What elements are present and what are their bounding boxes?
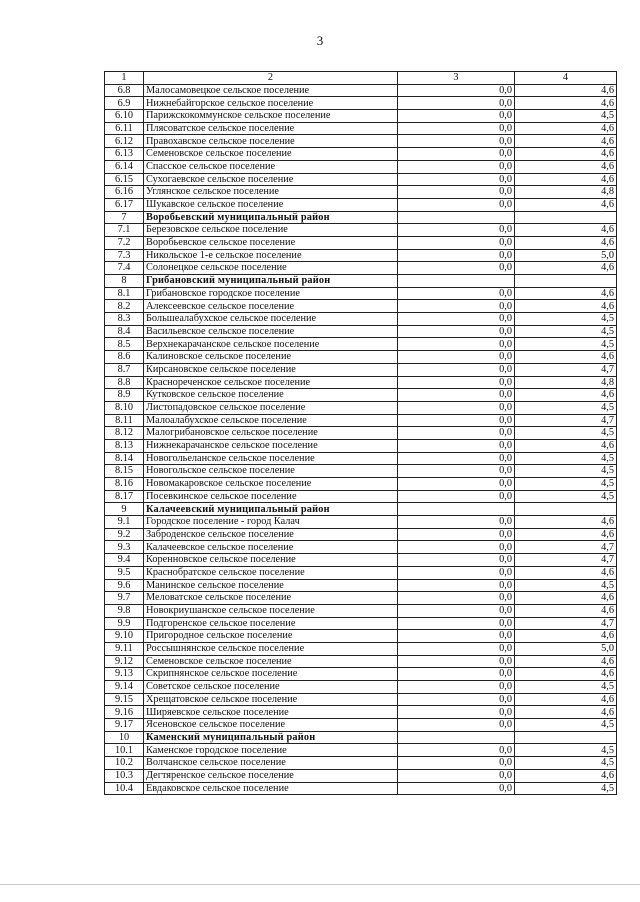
value-col-3-cell: 0,0 (398, 84, 515, 97)
settlement-name-cell: Никольское 1-е сельское поселение (144, 249, 398, 262)
settlement-name-cell: Новогольское сельское поселение (144, 465, 398, 478)
value-col-4-cell: 4,5 (515, 325, 617, 338)
row-number-cell: 6.9 (105, 97, 144, 110)
value-col-4-cell: 4,6 (515, 592, 617, 605)
table-row (105, 198, 617, 211)
header-col-4: 4 (515, 72, 617, 85)
table-row (105, 757, 617, 770)
table-row (105, 313, 617, 326)
settlement-name-cell: Коренновское сельское поселение (144, 554, 398, 567)
value-col-4-cell: 4,5 (515, 313, 617, 326)
table-row (105, 84, 617, 97)
district-row (105, 275, 617, 288)
row-number-cell: 9.9 (105, 617, 144, 630)
value-col-3-cell: 0,0 (398, 592, 515, 605)
value-col-4-cell: 5,0 (515, 249, 617, 262)
value-col-3-cell: 0,0 (398, 338, 515, 351)
row-number-cell: 6.13 (105, 148, 144, 161)
settlement-name-cell: Краснореченское сельское поселение (144, 376, 398, 389)
row-number-cell: 8.3 (105, 313, 144, 326)
value-col-3-cell: 0,0 (398, 224, 515, 237)
row-number-cell: 9.8 (105, 604, 144, 617)
table-row (105, 414, 617, 427)
value-col-4-cell: 4,6 (515, 351, 617, 364)
district-row (105, 503, 617, 516)
value-col-3-cell: 0,0 (398, 122, 515, 135)
table-row (105, 122, 617, 135)
settlement-name-cell: Васильевское сельское поселение (144, 325, 398, 338)
value-col-3-cell: 0,0 (398, 630, 515, 643)
value-col-4-cell: 4,7 (515, 617, 617, 630)
value-col-3-cell: 0,0 (398, 97, 515, 110)
row-number-cell: 10.3 (105, 769, 144, 782)
table-row (105, 668, 617, 681)
page-bottom-rule (0, 884, 640, 885)
row-number-cell: 9.17 (105, 719, 144, 732)
table-row (105, 516, 617, 529)
table-row (105, 452, 617, 465)
header-col-1: 1 (105, 72, 144, 85)
settlement-name-cell: Нижнебайгорское сельское поселение (144, 97, 398, 110)
value-col-4-cell: 4,6 (515, 566, 617, 579)
table-row (105, 173, 617, 186)
row-number-cell: 9.11 (105, 642, 144, 655)
settlement-name-cell: Правохавское сельское поселение (144, 135, 398, 148)
row-number-cell: 9.12 (105, 655, 144, 668)
row-number-cell: 9.14 (105, 681, 144, 694)
settlement-name-cell: Краснобратское сельское поселение (144, 566, 398, 579)
settlement-name-cell: Пригородное сельское поселение (144, 630, 398, 643)
value-col-3-cell: 0,0 (398, 414, 515, 427)
value-col-4-cell: 4,5 (515, 401, 617, 414)
row-number-cell: 10.1 (105, 744, 144, 757)
value-col-3-cell: 0,0 (398, 579, 515, 592)
row-number-cell: 9.6 (105, 579, 144, 592)
table-row (105, 604, 617, 617)
table-row (105, 655, 617, 668)
value-col-4-cell: 4,6 (515, 300, 617, 313)
district-row (105, 211, 617, 224)
value-col-3-cell: 0,0 (398, 198, 515, 211)
settlements-table (104, 71, 617, 795)
table-row (105, 541, 617, 554)
value-col-3-cell: 0,0 (398, 604, 515, 617)
row-number-cell: 8.15 (105, 465, 144, 478)
value-col-4-cell: 4,6 (515, 236, 617, 249)
table-row (105, 579, 617, 592)
row-number-cell: 7 (105, 211, 144, 224)
row-number-cell: 7.4 (105, 262, 144, 275)
value-col-3-cell: 0,0 (398, 249, 515, 262)
table-row (105, 249, 617, 262)
value-col-4-cell: 4,7 (515, 363, 617, 376)
row-number-cell: 6.15 (105, 173, 144, 186)
district-name-cell: Калачеевский муниципальный район (144, 503, 398, 516)
table-row (105, 363, 617, 376)
row-number-cell: 9.13 (105, 668, 144, 681)
value-col-3-cell: 0,0 (398, 389, 515, 402)
row-number-cell: 8.14 (105, 452, 144, 465)
row-number-cell: 9 (105, 503, 144, 516)
settlement-name-cell: Подгоренское сельское поселение (144, 617, 398, 630)
settlement-name-cell: Алексеевское сельское поселение (144, 300, 398, 313)
settlement-name-cell: Ширяевское сельское поселение (144, 706, 398, 719)
settlement-name-cell: Новомакаровское сельское поселение (144, 478, 398, 491)
value-col-4-cell: 4,5 (515, 478, 617, 491)
table-row (105, 642, 617, 655)
table-row (105, 490, 617, 503)
value-col-3-cell: 0,0 (398, 681, 515, 694)
value-col-4-cell: 4,5 (515, 719, 617, 732)
value-col-4-cell: 4,6 (515, 769, 617, 782)
table-row (105, 97, 617, 110)
settlement-name-cell: Воробьевское сельское поселение (144, 236, 398, 249)
settlement-name-cell: Малосамовецкое сельское поселение (144, 84, 398, 97)
row-number-cell: 8.9 (105, 389, 144, 402)
table-row (105, 401, 617, 414)
settlement-name-cell: Парижскокоммунское сельское поселение (144, 110, 398, 123)
table-header-row (105, 72, 617, 85)
settlement-name-cell: Углянское сельское поселение (144, 186, 398, 199)
settlement-name-cell: Ясеновское сельское поселение (144, 719, 398, 732)
value-col-4-cell (515, 731, 617, 744)
value-col-3-cell: 0,0 (398, 313, 515, 326)
value-col-4-cell: 4,6 (515, 84, 617, 97)
value-col-3-cell: 0,0 (398, 490, 515, 503)
value-col-3-cell: 0,0 (398, 782, 515, 795)
row-number-cell: 8.13 (105, 439, 144, 452)
row-number-cell: 6.16 (105, 186, 144, 199)
settlement-name-cell: Скрипнянское сельское поселение (144, 668, 398, 681)
value-col-3-cell: 0,0 (398, 693, 515, 706)
value-col-4-cell: 4,5 (515, 579, 617, 592)
settlement-name-cell: Малоалабухское сельское поселение (144, 414, 398, 427)
value-col-4-cell: 4,6 (515, 528, 617, 541)
value-col-4-cell: 4,7 (515, 541, 617, 554)
table-row (105, 478, 617, 491)
settlement-name-cell: Каменское городское поселение (144, 744, 398, 757)
value-col-4-cell: 4,6 (515, 122, 617, 135)
settlement-name-cell: Малогрибановское сельское поселение (144, 427, 398, 440)
table-row (105, 148, 617, 161)
value-col-3-cell: 0,0 (398, 744, 515, 757)
value-col-4-cell: 4,8 (515, 376, 617, 389)
row-number-cell: 9.10 (105, 630, 144, 643)
value-col-3-cell: 0,0 (398, 642, 515, 655)
row-number-cell: 8.7 (105, 363, 144, 376)
header-col-3: 3 (398, 72, 515, 85)
value-col-4-cell: 4,5 (515, 490, 617, 503)
settlement-name-cell: Нижнекарачанское сельское поселение (144, 439, 398, 452)
value-col-3-cell: 0,0 (398, 478, 515, 491)
row-number-cell: 6.8 (105, 84, 144, 97)
value-col-4-cell (515, 211, 617, 224)
row-number-cell: 8.12 (105, 427, 144, 440)
row-number-cell: 8.16 (105, 478, 144, 491)
value-col-4-cell: 4,6 (515, 655, 617, 668)
value-col-4-cell: 4,5 (515, 681, 617, 694)
table-row (105, 160, 617, 173)
table-row (105, 110, 617, 123)
settlement-name-cell: Манинское сельское поселение (144, 579, 398, 592)
value-col-4-cell (515, 503, 617, 516)
value-col-4-cell: 4,5 (515, 465, 617, 478)
settlement-name-cell: Новогольеланское сельское поселение (144, 452, 398, 465)
table-row (105, 439, 617, 452)
district-name-cell: Воробьевский муниципальный район (144, 211, 398, 224)
value-col-3-cell: 0,0 (398, 427, 515, 440)
value-col-3-cell: 0,0 (398, 655, 515, 668)
value-col-4-cell (515, 275, 617, 288)
table-row (105, 566, 617, 579)
value-col-4-cell: 4,6 (515, 173, 617, 186)
settlement-name-cell: Березовское сельское поселение (144, 224, 398, 237)
value-col-3-cell: 0,0 (398, 148, 515, 161)
table-row (105, 706, 617, 719)
value-col-3-cell: 0,0 (398, 757, 515, 770)
table-row (105, 630, 617, 643)
value-col-4-cell: 4,6 (515, 160, 617, 173)
table-row (105, 325, 617, 338)
value-col-3-cell: 0,0 (398, 300, 515, 313)
value-col-3-cell: 0,0 (398, 452, 515, 465)
row-number-cell: 8.1 (105, 287, 144, 300)
settlement-name-cell: Калачеевское сельское поселение (144, 541, 398, 554)
value-col-3-cell: 0,0 (398, 719, 515, 732)
value-col-4-cell: 4,5 (515, 452, 617, 465)
row-number-cell: 10.4 (105, 782, 144, 795)
table-row (105, 338, 617, 351)
value-col-3-cell: 0,0 (398, 363, 515, 376)
value-col-3-cell: 0,0 (398, 173, 515, 186)
value-col-4-cell: 4,6 (515, 135, 617, 148)
value-col-3-cell: 0,0 (398, 110, 515, 123)
value-col-3-cell: 0,0 (398, 351, 515, 364)
settlement-name-cell: Новокриушанское сельское поселение (144, 604, 398, 617)
row-number-cell: 6.14 (105, 160, 144, 173)
settlement-name-cell: Россышнянское сельское поселение (144, 642, 398, 655)
value-col-4-cell: 4,7 (515, 554, 617, 567)
value-col-3-cell (398, 275, 515, 288)
row-number-cell: 9.15 (105, 693, 144, 706)
row-number-cell: 6.10 (105, 110, 144, 123)
row-number-cell: 10 (105, 731, 144, 744)
settlement-name-cell: Городское поселение - город Калач (144, 516, 398, 529)
table-row (105, 236, 617, 249)
table-row (105, 300, 617, 313)
settlement-name-cell: Советское сельское поселение (144, 681, 398, 694)
value-col-3-cell: 0,0 (398, 465, 515, 478)
table-row (105, 224, 617, 237)
table-row (105, 262, 617, 275)
row-number-cell: 8.8 (105, 376, 144, 389)
value-col-4-cell: 4,6 (515, 668, 617, 681)
value-col-3-cell: 0,0 (398, 135, 515, 148)
value-col-3-cell: 0,0 (398, 528, 515, 541)
value-col-4-cell: 4,6 (515, 262, 617, 275)
table-row (105, 617, 617, 630)
value-col-4-cell: 4,6 (515, 224, 617, 237)
value-col-3-cell: 0,0 (398, 566, 515, 579)
value-col-4-cell: 4,6 (515, 198, 617, 211)
value-col-3-cell (398, 211, 515, 224)
settlement-name-cell: Кирсановское сельское поселение (144, 363, 398, 376)
settlement-name-cell: Верхнекарачанское сельское поселение (144, 338, 398, 351)
value-col-3-cell (398, 503, 515, 516)
row-number-cell: 9.5 (105, 566, 144, 579)
value-col-3-cell: 0,0 (398, 186, 515, 199)
table-row (105, 186, 617, 199)
value-col-4-cell: 4,6 (515, 604, 617, 617)
table-row (105, 465, 617, 478)
value-col-4-cell: 4,6 (515, 706, 617, 719)
value-col-4-cell: 4,5 (515, 338, 617, 351)
settlement-name-cell: Дегтяренское сельское поселение (144, 769, 398, 782)
settlement-name-cell: Волчанское сельское поселение (144, 757, 398, 770)
settlement-name-cell: Хрещатовское сельское поселение (144, 693, 398, 706)
table-row (105, 782, 617, 795)
value-col-4-cell: 4,5 (515, 744, 617, 757)
row-number-cell: 8.17 (105, 490, 144, 503)
table-row (105, 592, 617, 605)
value-col-4-cell: 4,6 (515, 389, 617, 402)
table-row (105, 693, 617, 706)
value-col-4-cell: 4,6 (515, 287, 617, 300)
settlement-name-cell: Спасское сельское поселение (144, 160, 398, 173)
value-col-3-cell: 0,0 (398, 769, 515, 782)
row-number-cell: 9.3 (105, 541, 144, 554)
value-col-4-cell: 5,0 (515, 642, 617, 655)
row-number-cell: 9.4 (105, 554, 144, 567)
settlement-name-cell: Евдаковское сельское поселение (144, 782, 398, 795)
value-col-4-cell: 4,5 (515, 110, 617, 123)
value-col-3-cell (398, 731, 515, 744)
table-row (105, 351, 617, 364)
page-number: 3 (316, 33, 324, 48)
value-col-3-cell: 0,0 (398, 401, 515, 414)
value-col-4-cell: 4,6 (515, 97, 617, 110)
settlement-name-cell: Меловатское сельское поселение (144, 592, 398, 605)
row-number-cell: 10.2 (105, 757, 144, 770)
settlement-name-cell: Калиновское сельское поселение (144, 351, 398, 364)
value-col-3-cell: 0,0 (398, 325, 515, 338)
settlement-name-cell: Посевкинское сельское поселение (144, 490, 398, 503)
table-row (105, 135, 617, 148)
table-row (105, 719, 617, 732)
settlement-name-cell: Сухогаевское сельское поселение (144, 173, 398, 186)
value-col-4-cell: 4,7 (515, 414, 617, 427)
value-col-3-cell: 0,0 (398, 617, 515, 630)
row-number-cell: 9.1 (105, 516, 144, 529)
table-row (105, 681, 617, 694)
settlement-name-cell: Большеалабухское сельское поселение (144, 313, 398, 326)
table-row (105, 389, 617, 402)
district-name-cell: Каменский муниципальный район (144, 731, 398, 744)
value-col-4-cell: 4,6 (515, 516, 617, 529)
row-number-cell: 7.3 (105, 249, 144, 262)
value-col-3-cell: 0,0 (398, 706, 515, 719)
value-col-4-cell: 4,5 (515, 757, 617, 770)
table-row (105, 287, 617, 300)
row-number-cell: 6.12 (105, 135, 144, 148)
value-col-4-cell: 4,6 (515, 148, 617, 161)
value-col-4-cell: 4,6 (515, 630, 617, 643)
settlement-name-cell: Кутковское сельское поселение (144, 389, 398, 402)
row-number-cell: 8 (105, 275, 144, 288)
value-col-3-cell: 0,0 (398, 554, 515, 567)
row-number-cell: 7.1 (105, 224, 144, 237)
value-col-3-cell: 0,0 (398, 668, 515, 681)
table-row (105, 376, 617, 389)
value-col-4-cell: 4,5 (515, 782, 617, 795)
value-col-4-cell: 4,6 (515, 693, 617, 706)
settlement-name-cell: Солонецкое сельское поселение (144, 262, 398, 275)
header-col-2: 2 (144, 72, 398, 85)
value-col-3-cell: 0,0 (398, 541, 515, 554)
row-number-cell: 9.7 (105, 592, 144, 605)
table-row (105, 528, 617, 541)
settlement-name-cell: Плясоватское сельское поселение (144, 122, 398, 135)
settlement-name-cell: Листопадовское сельское поселение (144, 401, 398, 414)
table-row (105, 769, 617, 782)
value-col-4-cell: 4,6 (515, 439, 617, 452)
settlement-name-cell: Заброденское сельское поселение (144, 528, 398, 541)
district-row (105, 731, 617, 744)
district-name-cell: Грибановский муниципальный район (144, 275, 398, 288)
row-number-cell: 8.2 (105, 300, 144, 313)
row-number-cell: 6.17 (105, 198, 144, 211)
row-number-cell: 8.10 (105, 401, 144, 414)
row-number-cell: 8.6 (105, 351, 144, 364)
value-col-3-cell: 0,0 (398, 262, 515, 275)
row-number-cell: 8.4 (105, 325, 144, 338)
value-col-3-cell: 0,0 (398, 376, 515, 389)
table-row (105, 427, 617, 440)
row-number-cell: 8.5 (105, 338, 144, 351)
row-number-cell: 8.11 (105, 414, 144, 427)
value-col-4-cell: 4,8 (515, 186, 617, 199)
value-col-3-cell: 0,0 (398, 439, 515, 452)
settlement-name-cell: Грибановское городское поселение (144, 287, 398, 300)
value-col-4-cell: 4,5 (515, 427, 617, 440)
table-row (105, 744, 617, 757)
value-col-3-cell: 0,0 (398, 516, 515, 529)
settlement-name-cell: Шукавское сельское поселение (144, 198, 398, 211)
row-number-cell: 7.2 (105, 236, 144, 249)
settlement-name-cell: Семеновское сельское поселение (144, 148, 398, 161)
table-row (105, 554, 617, 567)
value-col-3-cell: 0,0 (398, 287, 515, 300)
table-body (105, 72, 617, 795)
row-number-cell: 9.2 (105, 528, 144, 541)
value-col-3-cell: 0,0 (398, 160, 515, 173)
row-number-cell: 6.11 (105, 122, 144, 135)
value-col-3-cell: 0,0 (398, 236, 515, 249)
settlement-name-cell: Семеновское сельское поселение (144, 655, 398, 668)
row-number-cell: 9.16 (105, 706, 144, 719)
